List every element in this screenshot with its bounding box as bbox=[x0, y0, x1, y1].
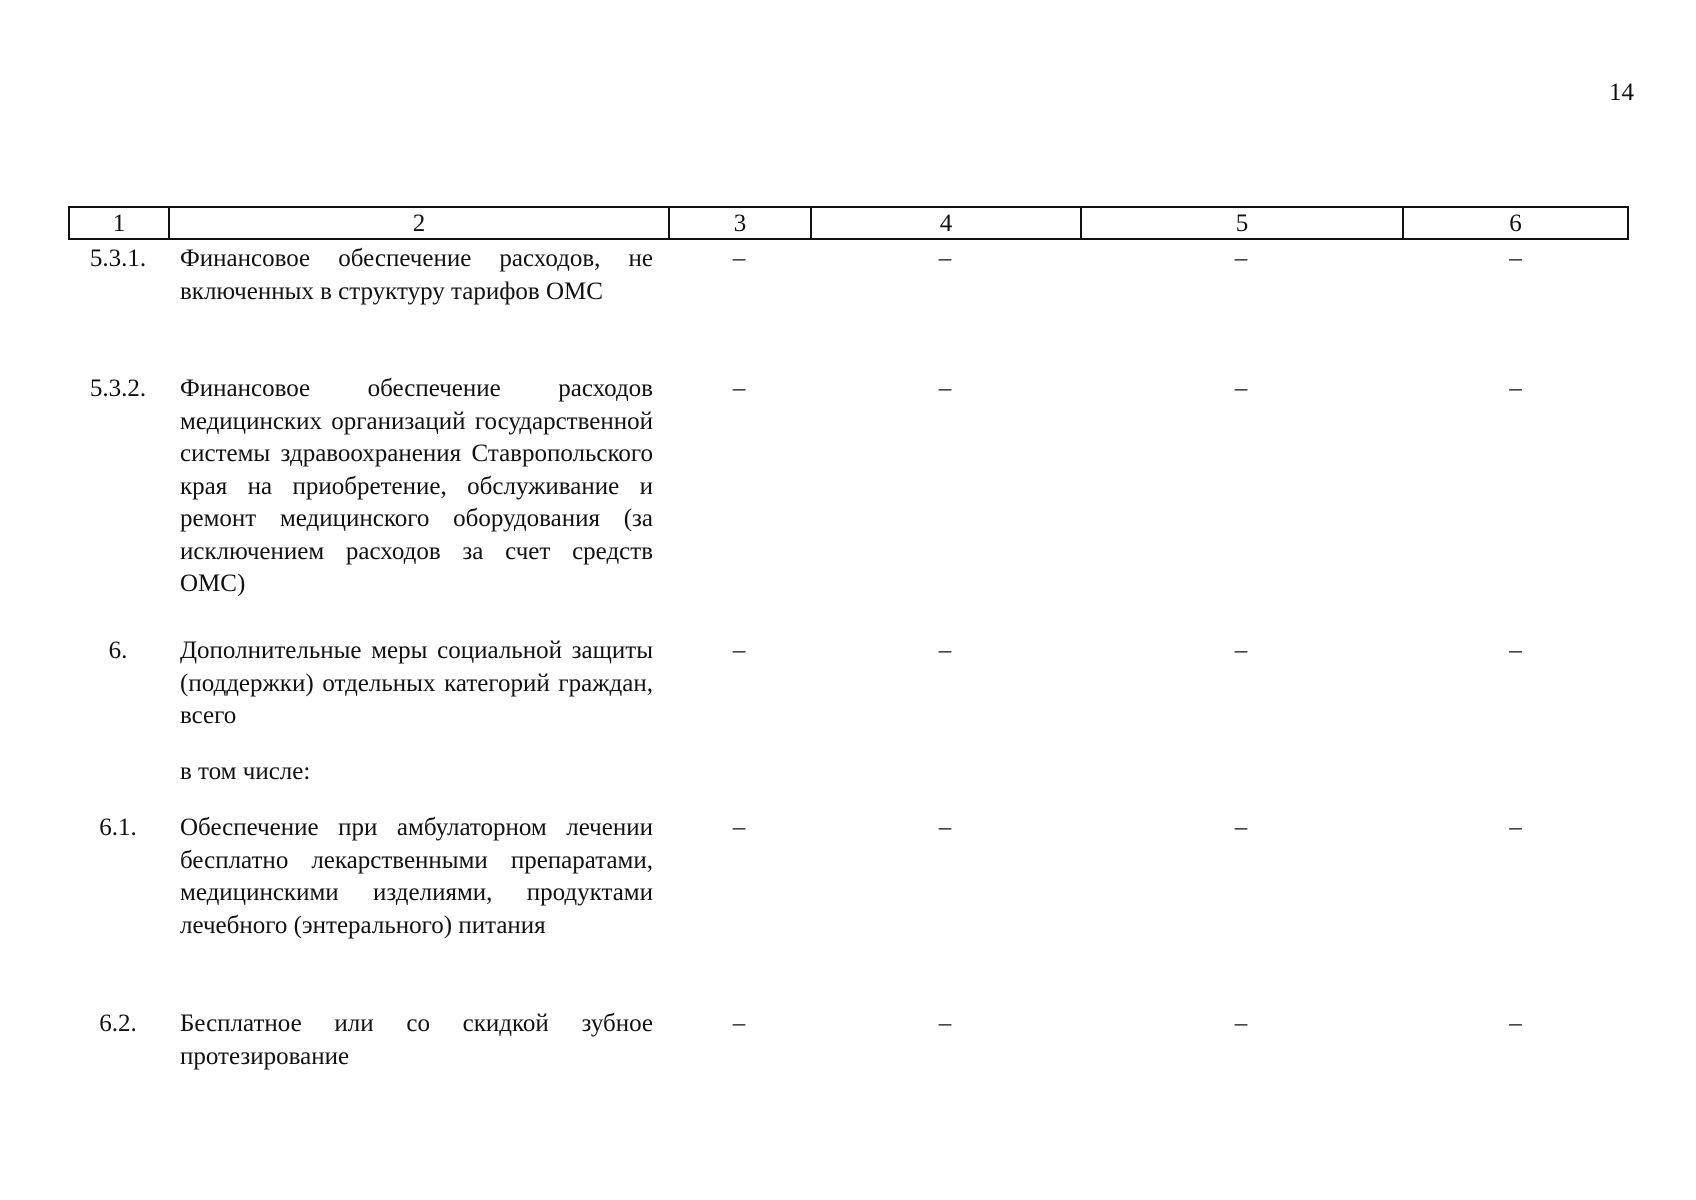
cell-col-5: – bbox=[1234, 245, 1248, 272]
cell-col-5: – bbox=[1234, 814, 1248, 841]
cell-col-3: – bbox=[732, 1010, 746, 1037]
cell-col-3: – bbox=[732, 375, 746, 402]
row-description: Дополнительные меры социальной защиты (поддержки) отдельных категорий граждан, всего bbox=[180, 637, 653, 729]
cell-col-6: – bbox=[1509, 637, 1522, 664]
row-number: 6.2. bbox=[99, 1010, 137, 1037]
table-header-row bbox=[68, 206, 1629, 240]
cell-col-4: – bbox=[938, 375, 952, 402]
row-description: Бесплатное или со скидкой зубное протезирование bbox=[180, 1010, 653, 1070]
cell-col-6: – bbox=[1509, 1010, 1522, 1037]
row-number: 6.1. bbox=[99, 814, 137, 841]
page-number: 14 bbox=[1609, 79, 1634, 106]
cell-col-3: – bbox=[732, 814, 746, 841]
cell-col-4: – bbox=[938, 245, 952, 272]
row-number: 5.3.2. bbox=[89, 375, 147, 402]
cell-col-4: – bbox=[938, 1010, 952, 1037]
cell-col-3: – bbox=[732, 245, 746, 272]
cell-col-4: – bbox=[938, 637, 952, 664]
row-description: Обеспечение при амбулаторном лечении бесплатно лекарственными препаратами, медицинскими изделиями, продуктами лечебного (энтерального) питания bbox=[180, 814, 653, 939]
including-label: в том числе: bbox=[180, 758, 311, 785]
row-description: Финансовое обеспечение расходов медицинских организаций государственной системы здравоохранения Ставропольского края на приобретение, обслуживание и ремонт медицинского оборудования (за исключением расходов за счет средств ОМС) bbox=[180, 375, 653, 597]
header-cell-2: 2 bbox=[170, 208, 670, 238]
row-number: 6. bbox=[108, 637, 128, 664]
cell-col-5: – bbox=[1234, 637, 1248, 664]
header-cell-5: 5 bbox=[1082, 208, 1404, 238]
header-cell-6: 6 bbox=[1509, 210, 1522, 237]
cell-col-6: – bbox=[1509, 375, 1522, 402]
cell-col-4: – bbox=[938, 814, 952, 841]
cell-col-6: – bbox=[1509, 814, 1522, 841]
header-cell-1: 1 bbox=[70, 208, 170, 238]
cell-col-3: – bbox=[732, 637, 746, 664]
row-number: 5.3.1. bbox=[89, 245, 147, 272]
row-description: Финансовое обеспечение расходов, не включенных в структуру тарифов ОМС bbox=[180, 245, 653, 305]
header-cell-4: 4 bbox=[812, 208, 1082, 238]
cell-col-6: – bbox=[1509, 245, 1522, 272]
cell-col-5: – bbox=[1234, 375, 1248, 402]
cell-col-5: – bbox=[1234, 1010, 1248, 1037]
header-cell-3: 3 bbox=[670, 208, 812, 238]
